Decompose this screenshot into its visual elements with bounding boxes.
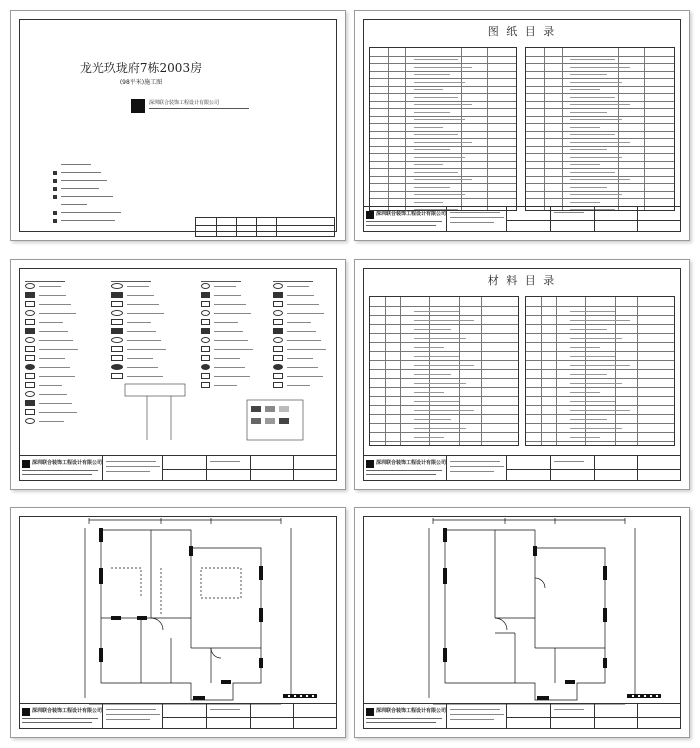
table-cell-text — [570, 374, 607, 375]
table-cell-text — [570, 104, 629, 105]
table-row-line — [526, 333, 674, 334]
table-cell-text — [414, 383, 466, 384]
legend-sheet[interactable] — [10, 259, 346, 490]
table-row-line — [370, 108, 516, 109]
company-logo — [22, 708, 30, 716]
table-row-line — [370, 116, 516, 117]
table-row-line — [526, 71, 674, 72]
table-column-line — [618, 48, 619, 210]
table-column-line — [556, 297, 557, 445]
table-column-line — [562, 48, 563, 210]
table-row-line — [526, 342, 674, 343]
table-row-line — [526, 198, 674, 199]
table-column-line — [644, 48, 645, 210]
table-cell-text — [570, 112, 607, 113]
material-index-sheet[interactable] — [354, 259, 690, 490]
table-row-line — [526, 405, 674, 406]
cover-subtitle: (98平米)施工图 — [119, 79, 163, 86]
table-row-line — [526, 387, 674, 388]
title-block-company: 深圳联合装饰工程设计有限公司 — [376, 460, 447, 466]
table-row-line — [370, 138, 516, 139]
table-row-line — [526, 138, 674, 139]
table-cell-text — [414, 446, 458, 447]
table-cell-text — [570, 119, 622, 120]
company-logo — [131, 99, 145, 113]
table-row-line — [526, 131, 674, 132]
table-cell-text — [570, 134, 614, 135]
table-cell-text — [570, 172, 614, 173]
table-cell-text — [414, 365, 473, 366]
table-row-line — [370, 198, 516, 199]
table-row-line — [526, 86, 674, 87]
table-cell-text — [414, 149, 451, 150]
table-row-line — [370, 306, 518, 307]
table-cell-text — [570, 157, 622, 158]
company-address-line — [149, 108, 249, 109]
table-cell-text — [570, 338, 622, 339]
table-row-line — [526, 432, 674, 433]
table-row-line — [370, 168, 516, 169]
table-cell-text — [570, 356, 614, 357]
table-row-line — [526, 423, 674, 424]
table-column-line — [385, 297, 386, 445]
table-row-line — [370, 153, 516, 154]
table-cell-text — [414, 187, 451, 188]
table-cell-text — [414, 347, 444, 348]
table-row-line — [370, 378, 518, 379]
table-row-line — [526, 360, 674, 361]
table-cell-text — [414, 329, 451, 330]
title-block-company: 深圳联合装饰工程设计有限公司 — [376, 708, 447, 714]
title-block — [363, 703, 681, 729]
table-row-line — [370, 387, 518, 388]
table-row-line — [526, 116, 674, 117]
table-row-line — [370, 78, 516, 79]
table-cell-text — [570, 347, 600, 348]
table-cell-text — [414, 428, 466, 429]
table-row-line — [370, 405, 518, 406]
table-cell-text — [570, 89, 600, 90]
table-cell-text — [414, 194, 465, 195]
table-cell-text — [414, 89, 443, 90]
table-cell-text — [570, 142, 629, 143]
table-cell-text — [414, 74, 451, 75]
table-row-line — [526, 56, 674, 57]
table-row-line — [370, 369, 518, 370]
table-column-line — [461, 48, 462, 210]
table-row-line — [370, 176, 516, 177]
table-cell-text — [570, 410, 629, 411]
table-column-line — [481, 297, 482, 445]
table-cell-text — [570, 194, 622, 195]
title-block-company: 深圳联合装饰工程设计有限公司 — [376, 211, 447, 217]
table-cell-text — [570, 320, 629, 321]
company-logo — [366, 211, 374, 219]
table-cell-text — [414, 59, 458, 60]
table-cell-text — [414, 202, 443, 203]
scale-bar — [627, 694, 661, 698]
title-block-company: 深圳联合装饰工程设计有限公司 — [32, 460, 103, 466]
table-column-line — [388, 48, 389, 210]
table-row-line — [370, 71, 516, 72]
table-row-line — [526, 161, 674, 162]
table-row-line — [370, 396, 518, 397]
material-index-title: 材 料 目 录 — [487, 274, 557, 287]
table-cell-text — [414, 142, 472, 143]
table-row-line — [526, 123, 674, 124]
table-row-line — [370, 342, 518, 343]
table-cell-text — [570, 401, 614, 402]
table-cell-text — [414, 119, 465, 120]
table-row-line — [370, 86, 516, 87]
table-row-line — [370, 131, 516, 132]
table-cell-text — [570, 67, 629, 68]
table-row-line — [370, 56, 516, 57]
table-cell-text — [414, 401, 458, 402]
table-column-line — [487, 48, 488, 210]
table-cell-text — [570, 383, 622, 384]
table-row-line — [370, 161, 516, 162]
table-cell-text — [414, 127, 443, 128]
table-row-line — [526, 93, 674, 94]
title-block — [19, 703, 337, 729]
table-cell-text — [570, 74, 607, 75]
drawing-index-table-right — [525, 47, 675, 211]
table-cell-text — [414, 320, 473, 321]
material-table-right — [525, 296, 675, 446]
table-row-line — [370, 441, 518, 442]
table-cell-text — [414, 67, 472, 68]
drawing-index-table-left — [369, 47, 517, 211]
table-row-line — [526, 191, 674, 192]
material-table-left — [369, 296, 519, 446]
floor-plan-sheet-dimensioned[interactable] — [10, 507, 346, 738]
table-cell-text — [570, 392, 600, 393]
cover-company-name: 深圳联合装饰工程设计有限公司 — [149, 100, 220, 106]
table-row-line — [370, 423, 518, 424]
title-block-company: 深圳联合装饰工程设计有限公司 — [32, 708, 103, 714]
table-row-line — [526, 351, 674, 352]
table-cell-text — [414, 419, 451, 420]
table-row-line — [526, 78, 674, 79]
table-row-line — [370, 351, 518, 352]
title-block — [363, 206, 681, 232]
cover-signature-table — [195, 217, 335, 237]
table-row-line — [526, 168, 674, 169]
table-row-line — [370, 414, 518, 415]
table-cell-text — [570, 59, 614, 60]
table-cell-text — [570, 311, 614, 312]
table-cell-text — [570, 164, 600, 165]
drawing-frame — [19, 19, 337, 232]
table-row-line — [370, 360, 518, 361]
table-row-line — [526, 441, 674, 442]
table-cell-text — [414, 104, 472, 105]
table-row-line — [370, 93, 516, 94]
table-row-line — [526, 414, 674, 415]
table-row-line — [526, 306, 674, 307]
table-cell-text — [414, 392, 444, 393]
cover-title: 龙光玖珑府7栋2003房 — [79, 61, 203, 75]
title-block — [363, 455, 681, 481]
table-cell-text — [414, 356, 458, 357]
table-row-line — [526, 153, 674, 154]
table-cell-text — [414, 437, 444, 438]
table-row-line — [526, 369, 674, 370]
company-logo — [22, 460, 30, 468]
table-cell-text — [414, 97, 458, 98]
table-cell-text — [414, 82, 465, 83]
table-row-line — [526, 378, 674, 379]
table-row-line — [526, 176, 674, 177]
table-row-line — [526, 63, 674, 64]
table-cell-text — [570, 97, 614, 98]
table-cell-text — [570, 127, 600, 128]
table-row-line — [370, 432, 518, 433]
cover-sheet[interactable] — [10, 10, 346, 241]
table-row-line — [370, 324, 518, 325]
table-cell-text — [570, 419, 607, 420]
table-row-line — [370, 146, 516, 147]
table-row-line — [370, 183, 516, 184]
table-row-line — [370, 315, 518, 316]
table-cell-text — [570, 82, 622, 83]
table-row-line — [526, 101, 674, 102]
table-column-line — [541, 297, 542, 445]
table-cell-text — [414, 112, 451, 113]
table-cell-text — [414, 374, 451, 375]
table-cell-text — [570, 202, 600, 203]
table-row-line — [370, 333, 518, 334]
table-cell-text — [414, 410, 473, 411]
table-cell-text — [570, 149, 607, 150]
table-row-line — [526, 324, 674, 325]
table-row-line — [526, 396, 674, 397]
table-cell-text — [414, 157, 465, 158]
table-row-line — [526, 183, 674, 184]
floor-plan-sheet-original[interactable] — [354, 507, 690, 738]
table-cell-text — [570, 187, 607, 188]
table-cell-text — [570, 179, 629, 180]
title-block — [19, 455, 337, 481]
drawing-index-title: 图 纸 目 录 — [487, 25, 557, 38]
table-cell-text — [570, 437, 600, 438]
table-column-line — [400, 297, 401, 445]
table-row-line — [526, 146, 674, 147]
table-cell-text — [414, 311, 458, 312]
table-column-line — [637, 297, 638, 445]
table-cell-text — [570, 446, 614, 447]
table-cell-text — [414, 338, 466, 339]
drawing-index-sheet[interactable] — [354, 10, 690, 241]
table-row-line — [370, 123, 516, 124]
table-column-line — [544, 48, 545, 210]
company-logo — [366, 708, 374, 716]
table-row-line — [370, 191, 516, 192]
table-cell-text — [414, 179, 472, 180]
table-row-line — [370, 63, 516, 64]
table-column-line — [405, 48, 406, 210]
table-cell-text — [570, 329, 607, 330]
table-row-line — [370, 101, 516, 102]
table-cell-text — [414, 134, 458, 135]
scale-bar — [283, 694, 317, 698]
table-row-line — [526, 108, 674, 109]
table-cell-text — [414, 172, 458, 173]
company-logo — [366, 460, 374, 468]
table-cell-text — [570, 428, 622, 429]
table-cell-text — [414, 164, 443, 165]
table-cell-text — [570, 365, 629, 366]
table-row-line — [526, 315, 674, 316]
